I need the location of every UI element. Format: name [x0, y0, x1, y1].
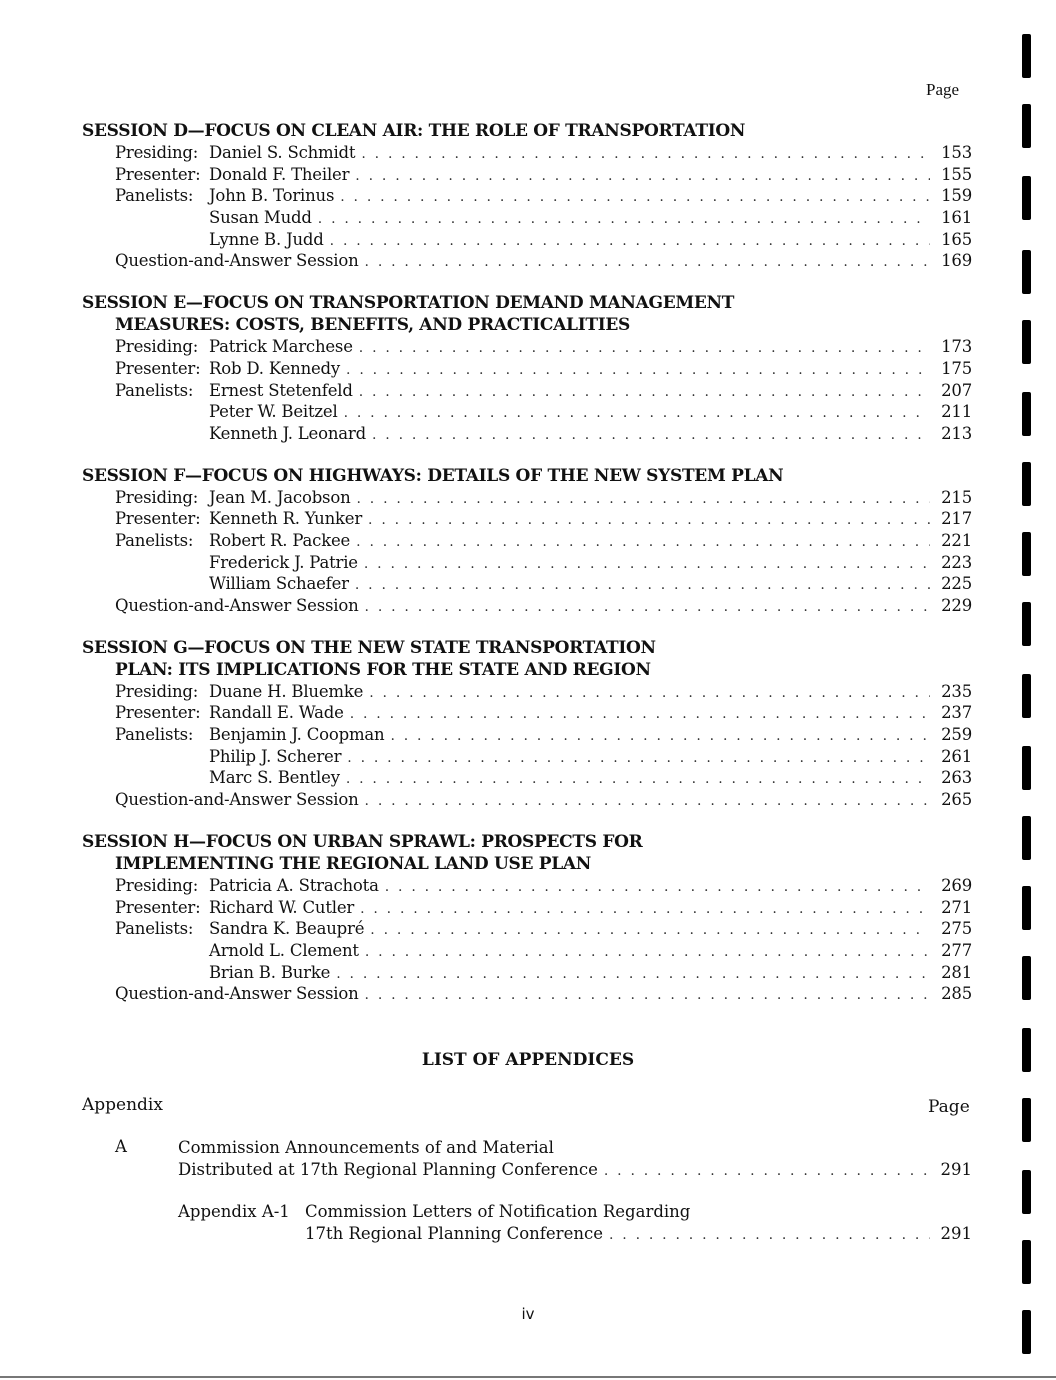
leader-dots: [390, 726, 930, 748]
toc-entry: [82, 789, 972, 811]
entry-name: Question-and-Answer Session: [115, 596, 359, 615]
toc-entry: [82, 767, 972, 789]
entry-role: Panelists:: [115, 186, 194, 206]
leader-dots: [365, 942, 930, 964]
entry-page: 211: [941, 402, 972, 422]
entry-name: Ernest Stetenfeld: [209, 380, 353, 400]
entry-page: 221: [941, 530, 972, 550]
leader-dots: [604, 1160, 930, 1182]
entry-name: Peter W. Beitzel: [209, 402, 338, 422]
leader-dots: [355, 575, 930, 597]
session-title-line2: PLAN: ITS IMPLICATIONS FOR THE STATE AND REGION: [115, 659, 651, 680]
leader-dots: [609, 1224, 930, 1246]
appendix-entry-line2: Distributed at 17th Regional Planning Conference: [178, 1160, 598, 1179]
leader-dots: [347, 748, 930, 770]
toc-entry: [82, 508, 972, 530]
appendix-subentry-line1: Commission Letters of Notification Regarding: [305, 1202, 691, 1221]
session-title: [82, 292, 972, 336]
entry-role: Presenter:: [115, 509, 201, 529]
leader-dots: [365, 597, 930, 619]
entry-role: Presiding:: [115, 143, 199, 162]
entry-page: 237: [941, 703, 972, 723]
leader-dots: [359, 382, 930, 404]
entry-name: Donald F. Theiler: [209, 164, 350, 184]
entry-name: Question-and-Answer Session: [115, 251, 359, 271]
appendix-subentry-line1-row: [178, 1201, 972, 1223]
leader-dots: [330, 231, 930, 253]
leader-dots: [365, 985, 930, 1007]
entry-name: Sandra K. Beaupré: [209, 919, 365, 939]
entry-role: Presenter:: [115, 358, 201, 378]
binding-mark: [1022, 1170, 1031, 1214]
entry-page: 155: [941, 164, 972, 184]
leader-dots: [370, 920, 930, 942]
binding-mark: [1022, 34, 1031, 78]
binding-mark: [1022, 602, 1031, 646]
entry-page: 263: [941, 768, 972, 788]
leader-dots: [364, 554, 930, 576]
entry-role: Panelists:: [115, 725, 194, 745]
binding-mark: [1022, 1310, 1031, 1354]
binding-mark: [1022, 746, 1031, 790]
binding-mark: [1022, 462, 1031, 506]
session-title-line1: SESSION F—FOCUS ON HIGHWAYS: DETAILS OF THE NEW SYSTEM PLAN: [82, 465, 784, 486]
leader-dots: [359, 338, 930, 360]
entry-name: Kenneth J. Leonard: [209, 423, 366, 443]
appendix-column-label: Appendix: [82, 1095, 163, 1115]
session-block: [82, 831, 972, 1005]
entry-name: Richard W. Cutler: [209, 897, 355, 917]
entry-role: Panelists:: [115, 919, 194, 939]
page-number-footer: iv: [521, 1305, 535, 1323]
leader-dots: [344, 403, 930, 425]
toc-entry: [82, 724, 972, 746]
entry-name: Patricia A. Strachota: [209, 875, 379, 895]
entry-name: Marc S. Bentley: [209, 768, 340, 788]
entry-page: 153: [941, 143, 972, 162]
entry-name: Benjamin J. Coopman: [209, 725, 385, 745]
entry-name: Jean M. Jacobson: [209, 487, 351, 507]
entry-page: 269: [941, 875, 972, 895]
entry-name: John B. Torinus: [209, 186, 335, 206]
toc-entry: [82, 918, 972, 940]
toc-entry: [82, 336, 972, 358]
session-block: [82, 292, 972, 444]
entry-page: 275: [941, 919, 972, 939]
leader-dots: [355, 166, 930, 188]
sessions-list: [82, 120, 972, 1025]
toc-entry: [82, 681, 972, 703]
entry-page: 259: [941, 725, 972, 745]
entry-name: Robert R. Packee: [209, 530, 351, 550]
binding-mark: [1022, 674, 1031, 718]
appendix-entry-line1: Commission Announcements of and Material: [178, 1138, 554, 1157]
appendix-letter: A: [115, 1137, 127, 1156]
entry-page: 161: [941, 208, 972, 228]
entry-page: 281: [941, 962, 972, 982]
session-title: [82, 831, 972, 875]
entry-page: 225: [941, 574, 972, 594]
entry-role: Presiding:: [115, 487, 199, 507]
toc-entry: [82, 207, 972, 229]
appendices-title: LIST OF APPENDICES: [421, 1050, 635, 1070]
toc-entry: [82, 487, 972, 509]
toc-entry: [82, 401, 972, 423]
entry-name: Duane H. Bluemke: [209, 681, 364, 701]
toc-entry: [82, 875, 972, 897]
entry-page: 285: [941, 984, 972, 1004]
binding-mark: [1022, 956, 1031, 1000]
entry-name: Philip J. Scherer: [209, 746, 342, 766]
entry-name: Question-and-Answer Session: [115, 984, 359, 1004]
leader-dots: [318, 209, 930, 231]
entry-name: Lynne B. Judd: [209, 229, 324, 249]
leader-dots: [365, 791, 930, 813]
session-title-line2: IMPLEMENTING THE REGIONAL LAND USE PLAN: [115, 853, 591, 874]
session-title-line1: SESSION E—FOCUS ON TRANSPORTATION DEMAND MANAGEMENT: [82, 293, 735, 314]
toc-entry: [82, 229, 972, 251]
toc-entry: [82, 962, 972, 984]
leader-dots: [385, 877, 930, 899]
entry-page: 159: [941, 186, 972, 206]
entry-page: 271: [941, 897, 972, 917]
entry-name: Brian B. Burke: [209, 962, 331, 982]
toc-entry: [82, 358, 972, 380]
entry-name: Randall E. Wade: [209, 703, 344, 723]
entry-name: Rob D. Kennedy: [209, 358, 341, 378]
appendix-entry-line2-row: [178, 1159, 972, 1182]
toc-entry: [82, 746, 972, 768]
toc-entry: [82, 250, 972, 272]
appendix-entry-page: 291: [940, 1160, 972, 1179]
leader-dots: [350, 704, 930, 726]
appendix-subentry-label: Appendix A-1: [178, 1202, 290, 1221]
entry-name: William Schaefer: [209, 574, 349, 594]
toc-entry: [82, 595, 972, 617]
entry-page: 175: [941, 358, 972, 378]
entry-role: Presiding:: [115, 681, 199, 701]
leader-dots: [369, 683, 930, 705]
appendix-subentry-page: 291: [940, 1224, 972, 1243]
binding-mark: [1022, 104, 1031, 148]
leader-dots: [360, 899, 930, 921]
entry-role: Presiding:: [115, 337, 199, 357]
session-block: [82, 465, 972, 617]
toc-entry: [82, 552, 972, 574]
toc-entry: [82, 702, 972, 724]
session-block: [82, 637, 972, 811]
binding-mark: [1022, 1028, 1031, 1072]
appendix-subentry-line2-row: [178, 1223, 972, 1246]
session-title-line1: SESSION D—FOCUS ON CLEAN AIR: THE ROLE OF TRANSPORTATION: [82, 121, 746, 141]
entry-name: Kenneth R. Yunker: [209, 509, 363, 529]
leader-dots: [368, 510, 930, 532]
entry-name: Patrick Marchese: [209, 337, 353, 357]
binding-mark: [1022, 816, 1031, 860]
entry-role: Presiding:: [115, 875, 199, 895]
leader-dots: [346, 360, 930, 382]
leader-dots: [346, 769, 930, 791]
session-title-line1: SESSION H—FOCUS ON URBAN SPRAWL: PROSPECTS FOR: [82, 831, 643, 852]
entry-page: 235: [941, 681, 972, 701]
toc-entry: [82, 530, 972, 552]
session-title-line1: SESSION G—FOCUS ON THE NEW STATE TRANSPORTATION: [82, 637, 656, 658]
leader-dots: [336, 964, 930, 986]
session-title-line2: MEASURES: COSTS, BENEFITS, AND PRACTICALITIES: [115, 315, 630, 336]
binding-mark: [1022, 392, 1031, 436]
toc-entry: [82, 897, 972, 919]
appendix-subentry-line2: 17th Regional Planning Conference: [305, 1224, 603, 1243]
binding-mark: [1022, 176, 1031, 220]
entry-page: 265: [941, 790, 972, 810]
session-title: [82, 465, 972, 487]
appendix-entry: [178, 1137, 972, 1182]
leader-dots: [372, 425, 930, 447]
entry-role: Panelists:: [115, 380, 194, 400]
binding-marks: [1022, 30, 1036, 1370]
leader-dots: [357, 489, 931, 511]
entry-role: Panelists:: [115, 530, 194, 550]
toc-entry: [82, 185, 972, 207]
entry-page: 223: [941, 552, 972, 572]
entry-name: Susan Mudd: [209, 208, 312, 228]
leader-dots: [356, 532, 930, 554]
toc-entry: [82, 983, 972, 1005]
entry-name: Question-and-Answer Session: [115, 790, 359, 810]
binding-mark: [1022, 250, 1031, 294]
entry-page: 215: [941, 487, 972, 507]
entry-name: Daniel S. Schmidt: [209, 143, 356, 162]
session-title: [82, 637, 972, 681]
binding-mark: [1022, 532, 1031, 576]
entry-page: 207: [941, 380, 972, 400]
entry-page: 213: [941, 423, 972, 443]
toc-entry: [82, 164, 972, 186]
entry-page: 261: [941, 746, 972, 766]
entry-page: 217: [941, 509, 972, 529]
entry-page: 229: [941, 596, 972, 615]
toc-entry: [82, 423, 972, 445]
toc-entry: [82, 573, 972, 595]
binding-mark: [1022, 1098, 1031, 1142]
entry-page: 277: [941, 940, 972, 960]
entry-name: Arnold L. Clement: [209, 940, 359, 960]
entry-role: Presenter:: [115, 897, 201, 917]
bottom-rule: [0, 1376, 1056, 1378]
page-column-label: Page: [926, 80, 960, 99]
toc-entry: [82, 940, 972, 962]
binding-mark: [1022, 886, 1031, 930]
entry-name: Frederick J. Patrie: [209, 552, 358, 572]
entry-page: 173: [941, 337, 972, 357]
toc-entry: [82, 380, 972, 402]
binding-mark: [1022, 1240, 1031, 1284]
appendix-page-column-label: Page: [928, 1097, 970, 1117]
binding-mark: [1022, 320, 1031, 364]
entry-page: 165: [941, 229, 972, 249]
leader-dots: [365, 252, 930, 274]
leader-dots: [361, 144, 930, 166]
toc-entry: [82, 142, 972, 164]
session-title: [82, 120, 972, 142]
entry-role: Presenter:: [115, 164, 201, 184]
entry-page: 169: [941, 251, 972, 271]
appendix-subentry: [178, 1201, 972, 1246]
entry-role: Presenter:: [115, 703, 201, 723]
session-block: [82, 120, 972, 272]
leader-dots: [340, 187, 930, 209]
